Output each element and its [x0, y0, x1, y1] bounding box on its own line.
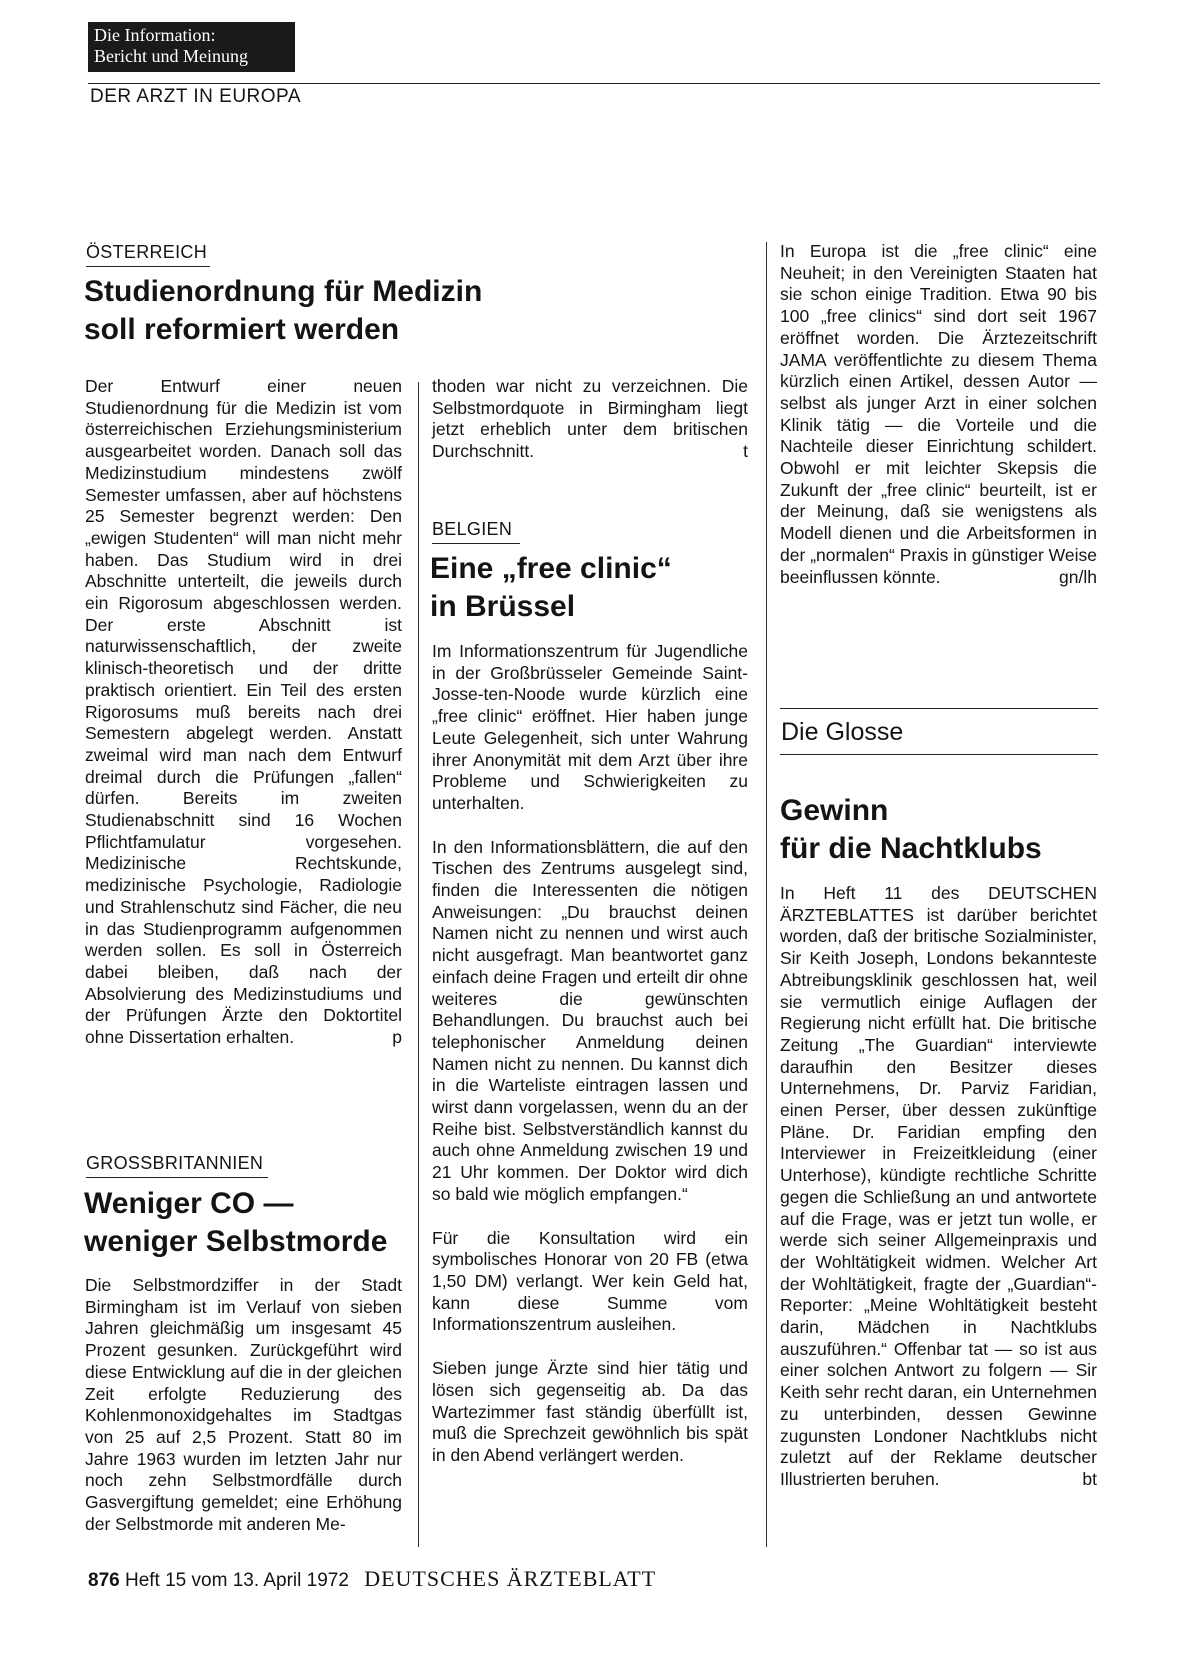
kicker-rule-austria: [86, 266, 210, 267]
badge-line-1: Die Information:: [94, 25, 216, 45]
headline-belgium: [430, 550, 672, 626]
belgium-paragraph-2: In den Informationsblättern, die auf den Tischen des Zentrums ausgelegt sind, finden die Interessenten die nötigen Anweisungen: „Du brauchst deinen Namen nicht zu nennen und wirst auch nicht ausgefragt. Man beantwortet ganz einfach deine Fragen und erteilt dir ohne weiteres die gewünschten Behandlungen. Du brauchst auch bei telephonischer Anmeldung deinen Namen nicht zu nennen. Du kannst dich in die Warteliste eintragen lassen und wirst dann vorgelassen, wenn du an der Reihe bist. Selbstverständlich kannst du auch ohne Anmeldung zwischen 19 und 21 Uhr kommen. Der Doktor wird dich so bald wie möglich empfangen.“: [432, 836, 748, 1204]
kicker-rule-belgium: [432, 543, 520, 544]
kicker-glosse: Die Glosse: [781, 718, 904, 746]
signature-glosse: bt: [1082, 1468, 1097, 1489]
section-title: DER ARZT IN EUROPA: [90, 86, 301, 107]
headline-glosse-line-1: Gewinn: [780, 794, 889, 827]
signature-austria: p: [392, 1027, 402, 1048]
headline-britain: [84, 1185, 387, 1261]
badge-line-2: Bericht und Meinung: [94, 46, 248, 66]
journal-name: DEUTSCHES ÄRZTEBLATT: [364, 1566, 657, 1591]
page-number: 876: [88, 1570, 120, 1591]
headline-austria-line-1: Studienordnung für Medizin: [84, 275, 483, 308]
article-body-glosse: [780, 883, 1097, 1491]
body-text-britain-col2: thoden war nicht zu verzeichnen. Die Selbstmordquote in Birmingham liegt jetzt erheblich unter dem britischen Durchschnitt.: [432, 376, 748, 462]
headline-austria-line-2: soll reformiert werden: [84, 313, 400, 346]
article-body-austria: [85, 376, 402, 1049]
signature-belgium: gn/lh: [1059, 566, 1097, 587]
column-rule-1: [418, 382, 419, 1547]
kicker-rule-britain: [86, 1177, 268, 1178]
kicker-britain: GROSSBRITANNIEN: [86, 1153, 264, 1173]
headline-belgium-line-2: in Brüssel: [430, 590, 576, 623]
page-footer: [88, 1566, 656, 1592]
article-body-britain: [85, 1275, 402, 1535]
article-body-belgium-cont: [780, 241, 1097, 588]
headline-glosse-line-2: für die Nachtklubs: [780, 832, 1042, 865]
article-body-belgium: [432, 641, 748, 1467]
headline-glosse: [780, 792, 1042, 868]
body-text-austria: Der Entwurf einer neuen Studienordnung für die Medizin ist vom österreichischen Erziehungsministerium ausgearbeitet worden. Danach soll das Medizinstudium mindestens zwölf Semester umfassen, aber auf höchstens 25 Semester begrenzt werden: Den „ewigen Studenten“ will man nicht mehr haben. Das Studium wird in drei Abschnitte unterteilt, die jeweils durch ein Rigorosum abgeschlossen werden. Der erste Abschnitt ist naturwissenschaftlich, der zweite klinisch-theoretisch und der dritte praktisch orientiert. Ein Teil des ersten Rigorosums muß bereits nach drei Semestern abgelegt werden. Anstatt zweimal wird man nach dem Entwurf dreimal durch die Prüfungen „fallen“ dürfen. Bereits im zweiten Studienabschnitt sind 16 Wochen Pflichtfamulatur vorgesehen. Medizinische Rechtskunde, medizinische Psychologie, Radiologie und Strahlenschutz sind Fächer, die neu in das Studienprogramm aufgenommen werden sollen. Es soll in Österreich dabei bleiben, daß nach der Absolvierung des Medizinstudiums und der Prüfungen Ärzte den Doktortitel ohne Dissertation erhalten.: [85, 376, 402, 1048]
belgium-paragraph-3: Für die Konsultation wird ein symbolisches Honorar von 20 FB (etwa 1,50 DM) verlangt. Wer kein Geld hat, kann diese Summe vom Informationszentrum ausleihen.: [432, 1227, 748, 1335]
kicker-belgium: BELGIEN: [432, 519, 513, 539]
glosse-rule-bottom: [780, 754, 1098, 755]
headline-britain-line-2: weniger Selbstmorde: [84, 1225, 388, 1258]
section-badge: [88, 22, 295, 72]
body-text-britain-col1: Die Selbstmordziffer in der Stadt Birmingham ist im Verlauf von sieben Jahren gleichmäßig um insgesamt 45 Prozent gesunken. Zurückgeführt wird diese Entwicklung auf die in der gleichen Zeit erfolgte Reduzierung des Kohlenmonoxidgehaltes im Stadtgas von 25 auf 2,5 Prozent. Statt 80 im Jahre 1963 wurden im letzten Jahr nur noch zehn Selbstmordfälle durch Gasvergiftung gemeldet; eine Erhöhung der Selbstmorde mit anderen Me-: [85, 1275, 402, 1534]
article-body-britain-cont: [432, 376, 748, 463]
headline-austria: [84, 273, 482, 349]
belgium-paragraph-4: Sieben junge Ärzte sind hier tätig und lösen sich gegenseitig ab. Da das Wartezimmer fast ständig überfüllt ist, muß die Sprechzeit gewöhnlich bis spät in den Abend verlängert werden.: [432, 1358, 748, 1465]
headline-britain-line-1: Weniger CO —: [84, 1187, 294, 1220]
issue-info: Heft 15 vom 13. April 1972: [124, 1570, 349, 1591]
column-rule-2: [766, 242, 767, 1547]
belgium-paragraph-1: Im Informationszentrum für Jugendliche in der Großbrüsseler Gemeinde Saint-Josse-ten-Noode wurde kürzlich eine „free clinic“ eröffnet. Hier haben junge Leute Gelegenheit, sich unter Wahrung ihrer Anonymität mit dem Arzt über ihre Probleme und Schwierigkeiten zu unterhalten.: [432, 641, 748, 813]
headline-belgium-line-1: Eine „free clinic“: [430, 552, 672, 585]
body-text-glosse: In Heft 11 des DEUTSCHEN ÄRZTEBLATTES ist darüber berichtet worden, daß der britische Sozialminister, Sir Keith Joseph, Londons bekannteste Abtreibungsklinik geschlossen hat, weil sie vermutlich einige Auflagen der Regierung nicht erfüllt hat. Die britische Zeitung „The Guardian“ interviewte daraufhin den Besitzer dieses Unternehmens, Dr. Parviz Faridian, einen Perser, über dessen zukünftige Pläne. Dr. Faridian empfing den Interviewer in Freizeitkleidung (einer Unterhose), kündigte rechtliche Schritte gegen die Schließung an und antwortete auf die Frage, was er jetzt tun wolle, er werde sich seiner Allgemeinpraxis und der Wohltätigkeit widmen. Welcher Art der Wohltätigkeit, fragte der „Guardian“-Reporter: „Meine Wohltätigkeit besteht darin, Mädchen in Nachtklubs auszuführen.“ Offenbar tat — so ist aus einer solchen Antwort zu folgern — Sir Keith sehr recht daran, ein Unternehmen zu unterbinden, dessen Gewinne zugunsten Londoner Nachtklubs nicht zuletzt auf der Reklame deutscher Illustrierten beruhen.: [780, 883, 1097, 1489]
signature-britain: t: [743, 441, 748, 462]
glosse-rule-top: [780, 708, 1098, 709]
belgium-continued-text: In Europa ist die „free clinic“ eine Neuheit; in den Vereinigten Staaten hat sie schon einige Tradition. Etwa 90 bis 100 „free clinics“ sind dort seit 1967 eröffnet worden. Die Ärztezeitschrift JAMA veröffentlichte zu diesem Thema kürzlich einen Artikel, dessen Autor — selbst als junger Arzt in einer solchen Klinik tätig — die Vorteile und die Nachteile dieser Einrichtung schildert. Obwohl er mit leichter Skepsis die Zukunft der „free clinic“ beurteilt, ist er der Meinung, daß sie wenigstens als Modell dienen und die Arbeitsformen in der „normalen“ Praxis in günstiger Weise beeinflussen könnte.: [780, 241, 1097, 587]
masthead-rule: [88, 83, 1100, 84]
kicker-austria: ÖSTERREICH: [86, 242, 208, 262]
